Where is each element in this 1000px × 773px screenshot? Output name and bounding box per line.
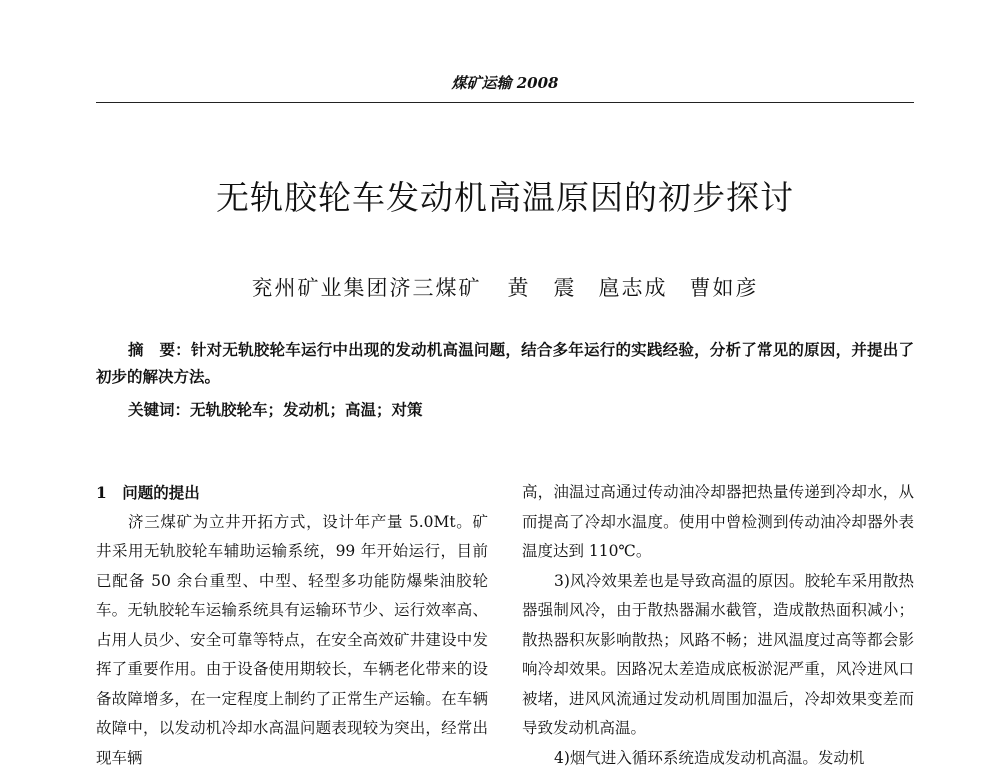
article-title: 无轨胶轮车发动机高温原因的初步探讨 bbox=[96, 172, 914, 219]
author-affiliation: 兖州矿业集团济三煤矿 bbox=[252, 276, 482, 300]
header-rule bbox=[96, 102, 914, 103]
body-paragraph: 4)烟气进入循环系统造成发动机高温。发动机 bbox=[522, 744, 914, 773]
running-header: 煤矿运输 2008 bbox=[96, 72, 914, 102]
body-paragraph: 高，油温过高通过传动油冷却器把热量传递到冷却水，从而提高了冷却水温度。使用中曾检测到传动油冷却器外表温度达到 110℃。 bbox=[522, 478, 914, 567]
keywords: 关键词：无轨胶轮车；发动机；高温；对策 bbox=[96, 396, 914, 423]
body-paragraph: 济三煤矿为立井开拓方式，设计年产量 5.0Mt。矿井采用无轨胶轮车辅助运输系统，99 年开始运行，目前已配备 50 余台重型、中型、轻型多功能防爆柴油胶轮车。无轨胶轮车运输系统具有运输环节少、运行效率高、占用人员少、安全可靠等特点，在安全高效矿井建设中发挥了重要作用。由于设备使用期较长，车辆老化带来的设备故障增多，在一定程度上制约了正常生产运输。在车辆故障中，以发动机冷却水高温问题表现较为突出，经常出现车辆 bbox=[96, 508, 488, 773]
author-name: 黄 震 bbox=[508, 276, 577, 300]
left-column bbox=[96, 478, 488, 773]
author-line bbox=[96, 272, 914, 302]
author-name: 曹如彦 bbox=[690, 276, 759, 300]
right-column bbox=[522, 478, 914, 773]
author-name: 扈志成 bbox=[599, 276, 668, 300]
abstract: 摘 要：针对无轨胶轮车运行中出现的发动机高温问题，结合多年运行的实践经验，分析了常见的原因，并提出了初步的解决方法。 bbox=[96, 336, 914, 390]
section-heading: 1 问题的提出 bbox=[96, 478, 488, 508]
body-paragraph: 3)风冷效果差也是导致高温的原因。胶轮车采用散热器强制风冷，由于散热器漏水截管，造成散热面积减小；散热器积灰影响散热；风路不畅；进风温度过高等都会影响冷却效果。因路况太差造成底板淤泥严重，风冷进风口被堵，进风风流通过发动机周围加温后，冷却效果变差而导致发动机高温。 bbox=[522, 567, 914, 744]
